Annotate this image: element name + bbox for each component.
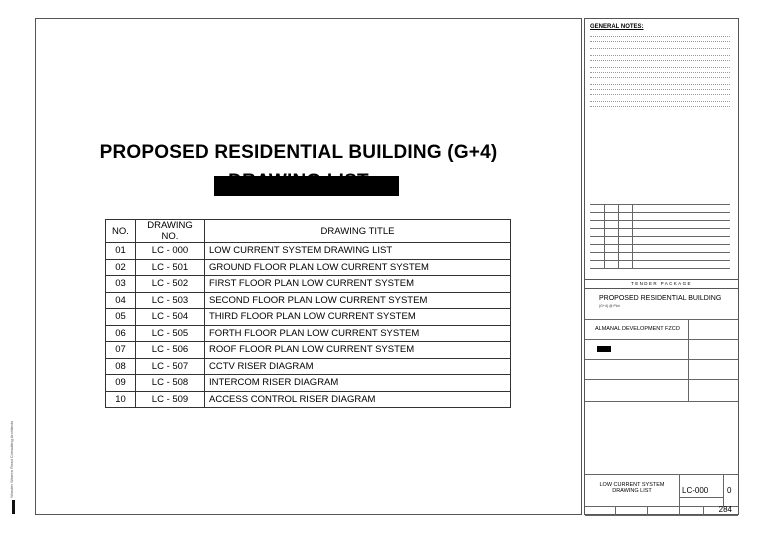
row-drawing-title: THIRD FLOOR PLAN LOW CURRENT SYSTEM [205,309,511,326]
divider [585,506,738,507]
divider [585,339,738,340]
row-drawing-no: LC - 504 [136,309,205,326]
vertical-mark [12,500,15,514]
divider [723,474,724,506]
divider [585,319,738,320]
table-row [106,292,511,309]
redaction-bar [214,176,399,196]
vertical-credit: Wonder Warren Road Consulting Architects [9,420,14,498]
project-name: PROPOSED RESIDENTIAL BUILDING [599,295,722,302]
revision-number: 0 [727,486,732,495]
row-no: 09 [106,375,136,392]
divider [703,506,704,516]
row-drawing-title: ROOF FLOOR PLAN LOW CURRENT SYSTEM [205,342,511,359]
row-drawing-no: LC - 502 [136,276,205,293]
row-no: 05 [106,309,136,326]
drawing-number: LC-000 [682,486,709,495]
header-drawing-no: DRAWING NO. [136,220,205,243]
table-row [106,309,511,326]
general-notes-title: GENERAL NOTES: [590,24,644,30]
row-drawing-title: LOW CURRENT SYSTEM DRAWING LIST [205,243,511,260]
row-no: 04 [106,292,136,309]
project-subtitle: (G+4) @ Plot [599,304,620,308]
row-drawing-title: GROUND FLOOR PLAN LOW CURRENT SYSTEM [205,259,511,276]
divider [585,359,738,360]
row-drawing-no: LC - 501 [136,259,205,276]
divider [615,506,616,516]
table-row [106,375,511,392]
divider [679,506,680,516]
row-drawing-title: INTERCOM RISER DIAGRAM [205,375,511,392]
table-row [106,391,511,408]
row-no: 08 [106,358,136,375]
row-no: 03 [106,276,136,293]
divider [647,506,648,516]
client-name: ALMANAL DEVELOPMENT FZCO [595,326,680,332]
drawing-title-block [585,482,679,494]
table-header-row [106,220,511,243]
row-drawing-no: LC - 503 [136,292,205,309]
row-drawing-no: LC - 507 [136,358,205,375]
header-drawing-title: DRAWING TITLE [205,220,511,243]
row-no: 06 [106,325,136,342]
divider [679,497,723,498]
divider [585,401,738,402]
title-block [584,18,739,515]
row-no: 01 [106,243,136,260]
tender-package-label: TENDER PACKAGE [585,279,738,289]
divider [585,474,738,475]
row-drawing-no: LC - 508 [136,375,205,392]
table-row [106,243,511,260]
header-no: NO. [106,220,136,243]
divider [585,515,738,516]
divider [688,319,689,401]
row-drawing-title: CCTV RISER DIAGRAM [205,358,511,375]
row-drawing-no: LC - 505 [136,325,205,342]
drawing-title-line1: LOW CURRENT SYSTEM [599,482,665,488]
row-no: 10 [106,391,136,408]
consultant-logo [597,346,611,352]
row-drawing-title: SECOND FLOOR PLAN LOW CURRENT SYSTEM [205,292,511,309]
table-row [106,325,511,342]
revision-grid [590,204,730,269]
row-drawing-title: ACCESS CONTROL RISER DIAGRAM [205,391,511,408]
table-row [106,358,511,375]
drawing-list-table [105,219,511,408]
drawing-sheet [35,18,582,515]
sheet-number: 284 [718,505,732,514]
divider [679,474,680,506]
table-row [106,259,511,276]
row-drawing-no: LC - 000 [136,243,205,260]
row-no: 07 [106,342,136,359]
table-row [106,342,511,359]
divider [585,379,738,380]
drawing-title-line2: DRAWING LIST [612,488,652,494]
row-drawing-title: FORTH FLOOR PLAN LOW CURRENT SYSTEM [205,325,511,342]
row-drawing-title: FIRST FLOOR PLAN LOW CURRENT SYSTEM [205,276,511,293]
row-drawing-no: LC - 509 [136,391,205,408]
project-title: PROPOSED RESIDENTIAL BUILDING (G+4) [99,142,498,163]
general-notes-text [590,33,730,125]
row-no: 02 [106,259,136,276]
table-row [106,276,511,293]
row-drawing-no: LC - 506 [136,342,205,359]
